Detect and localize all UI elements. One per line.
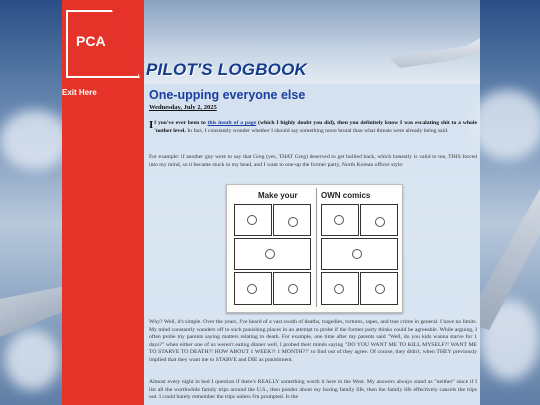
- doodle-figure: [352, 249, 362, 259]
- doodle-figure: [334, 215, 344, 225]
- doodle-figure: [265, 249, 275, 259]
- doodle-figure: [334, 284, 344, 294]
- comic-panel: [234, 272, 272, 305]
- comic-panel: [234, 204, 272, 236]
- comic-panel: [321, 238, 398, 270]
- background-cloud: [0, 110, 70, 170]
- comic-image: [226, 184, 403, 313]
- comic-panel: [273, 272, 311, 305]
- comic-heading: Make your: [258, 191, 298, 200]
- post-date: Wednesday, July 2, 2025: [149, 104, 217, 111]
- background-cloud: [5, 330, 60, 390]
- doodle-figure: [288, 217, 298, 227]
- comic-panel: [321, 204, 359, 236]
- comic-page-right: [316, 188, 400, 307]
- post-paragraph: [149, 120, 477, 135]
- comic-panel: [360, 272, 398, 305]
- comic-heading: OWN comics: [321, 191, 371, 200]
- paragraph-text: In fact, I constantly wonder whether I should say something more brutal than what threats were already being said.: [185, 127, 449, 134]
- site-title: PILOT'S LOGBOOK: [146, 60, 307, 79]
- post-paragraph: Why? Well, it's simple. Over the years, I've heard of a vast swath of deaths, tragedies, tortures, rapes, and true crime in general. I have no limits. My mind constantly wanders off to such punishing places in an attempt to probe if the former party thinks could be agreeable. While arguing, I often probe my parents saying matters relating to death. For example, one time after my parents said "Well, do you kids wanna starve for 1 days?" when either one of us weren't eating dinner well, I probed their minds saying "DO YOU WANT ME TO KILL MYSELF?! WANT ME TO STARVE TO DEATH?! HOW ABOUT 1 WEEK?! 1 MONTH?!" to find out of they agree. Of course, they didn't, when THEY previously implied that they want me to STARVE and DIE as punishment.: [149, 319, 477, 363]
- insult-page-link[interactable]: this insult of a page: [207, 120, 257, 126]
- logo-text: PCA: [76, 33, 106, 49]
- comic-panel: [234, 238, 311, 270]
- doodle-figure: [375, 284, 385, 294]
- doodle-figure: [247, 284, 257, 294]
- comic-panel: [321, 272, 359, 305]
- comic-page-left: [230, 188, 313, 307]
- post-title: One-upping everyone else: [149, 88, 306, 102]
- bold-intro-start: f you've ever been to: [154, 120, 208, 126]
- drop-cap: I: [149, 119, 154, 131]
- airplane-image: [389, 28, 480, 68]
- doodle-figure: [288, 284, 298, 294]
- exit-link[interactable]: Exit Here: [62, 88, 97, 97]
- background-cloud: [470, 90, 540, 160]
- doodle-figure: [375, 217, 385, 227]
- doodle-figure: [247, 215, 257, 225]
- comic-panel: [273, 204, 311, 236]
- post-paragraph: For example: if another guy were to say that Greg (yes, THAT Greg) deserved to get bullied back, which honestly is valid to me, THIS forced into my mind, so it became stuck in my head, and I want to one-up the former party, North Korean officer style:: [149, 154, 477, 168]
- comic-panel: [360, 204, 398, 236]
- post-paragraph: Almost every night in bed I question if there's REALLY something worth it here in the West. My answers always stand as "neither" since if I list all the worthwhile family trips around the U.S., then ponder about my boring family life, then the family life effectively cancels the trips out. I could barely remember the trips unless I'm prompted. Is the: [149, 379, 477, 400]
- bold-intro-end: (which I highly doubt you did), then you definitely know I was escalating shit to a whole 'nother level.: [154, 120, 478, 134]
